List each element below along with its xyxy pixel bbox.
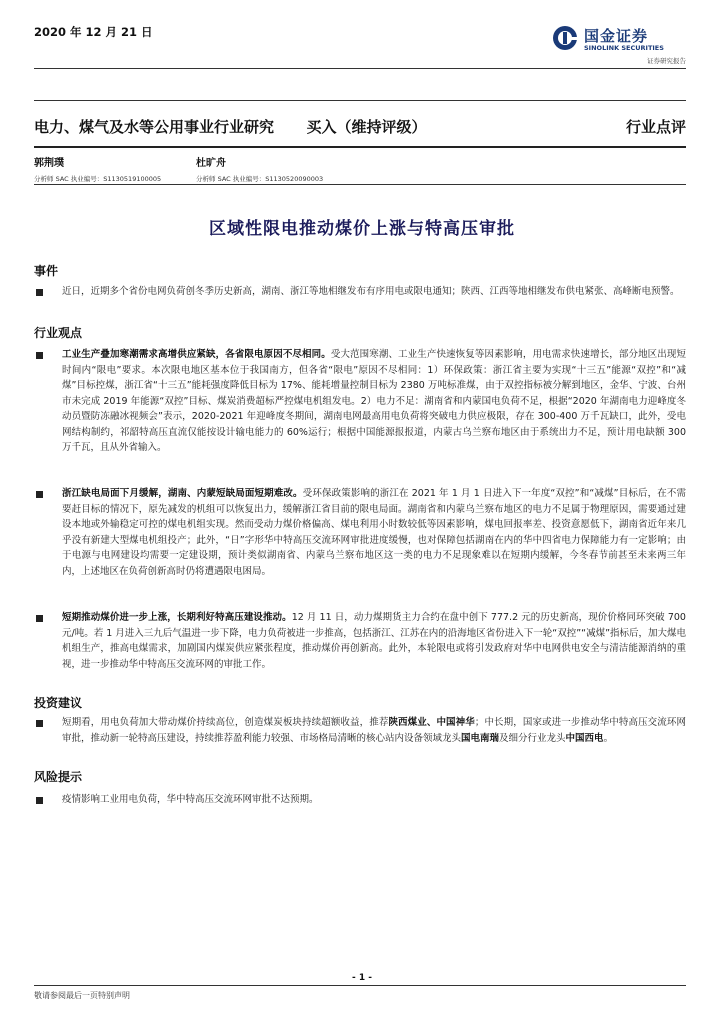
analyst-id: 分析师 SAC 执业编号：S1130520090003 (196, 175, 324, 183)
section-views-heading: 行业观点 (34, 326, 83, 340)
bullet-icon (36, 797, 43, 804)
advice-paragraph (62, 715, 686, 746)
report-category: 行业点评 (625, 118, 686, 136)
advice-text: ；中长期，国家或进一步推动华中特高压交流环网审批，推动新一轮特高压建设，持续推荐盈利能力较强、市场格局清晰的核心站内设备领域龙头 (62, 717, 686, 744)
industry-header (34, 116, 427, 137)
bullet-icon (36, 352, 43, 359)
advice-text: 及细分行业龙头 (499, 732, 566, 744)
brand-name-en: SINOLINK SECURITIES (584, 44, 664, 52)
view-lead-2: 浙江缺电局面下月缓解，湖南、内蒙短缺局面短期难改。 (62, 488, 303, 499)
section-advice-heading: 投资建议 (34, 696, 83, 710)
analyst-name: 杜旷舟 (196, 158, 226, 169)
view-text-2: 受环保政策影响的浙江在 2021 年 1 月 1 日进入下一年度“双控”和“减煤”目标后，在不需要赶目标的情况下，原先减发的机组可以恢复出力，缓解浙江省目前的限电局面。湖南省和内蒙乌兰察布地区的电力不足属于物理原因，需要通过建设本地或外输稳定可控的煤电机组实现。然而受动力煤价格偏高、煤电利用小时数较低等因素影响，煤电回报率差、投资意愿低下，湖南省近年来几乎没有新建大型煤电机组投产；此外，“日”字形华中特高压交流环网审批进度缓慢，也对保障包括湖南在内的华中四省电力保障能力有一定影响；由于电源与电网建设均需要一定建设期，预计类似湖南省、内蒙乌兰察布地区这一类的电力不足现象难以在短期内缓解，今冬春节前甚至未来两三年内，上述地区在负荷创新高时仍将遭遇限电困局。 (62, 488, 686, 577)
view-lead-1: 工业生产叠加寒潮需求高增供应紧缺，各省限电原因不尽相同。 (62, 349, 331, 360)
report-title: 区域性限电推动煤价上涨与特高压审批 (209, 219, 515, 239)
industry-title: 电力、煤气及水等公用事业行业研究 (34, 118, 275, 136)
brand-name-cn: 国金证券 (584, 27, 649, 45)
sinolink-logo-icon (552, 25, 578, 51)
analyst-id: 分析师 SAC 执业编号：S1130519100005 (34, 175, 162, 183)
view-paragraph-3 (62, 610, 686, 672)
view-text-3: 12 月 11 日，动力煤期货主力合约在盘中创下 777.2 元的历史新高，现价价格同环突破 700 元/吨。若 1 月进入三九后气温进一步下降，电力负荷被进一步推高，包括浙江、江苏在内的沿海地区省份进入下一轮“双控”“减煤”指标后，加大煤电机组生产，推高电煤需求，加剧国内煤炭供应紧张程度，推动煤价再创新高。此外，本轮限电或将引发政府对华中电网供电安全与清洁能源消纳的重视，进一步推动华中特高压交流环网的审批工作。 (62, 612, 686, 670)
view-text-1: 受大范围寒潮、工业生产快速恢复等因素影响，用电需求快速增长，部分地区出现短时间内“限电”要求。本次限电地区基本位于我国南方，但各省“限电”原因不尽相同：1）环保政策：浙江省主要为实现“十三五”能源“双控”和“减煤”目标控煤，浙江省“十三五”能耗强度降低目标为 17%、能耗增量控制目标为 2380 万吨标准煤，由于双控指标被分解到地区，金华、宁波、台州市未完成 2019 年能源“双控”目标、煤炭消费超标严控煤电机组发电。2）电力不足：湖南省和内蒙国电负荷不足，根据“2020 年湖南电力迎峰度冬动员暨防冻融冰视频会”表示，2020-2021 年迎峰度冬期间，湖南电网最高用电负荷将突破电力供应极限，存在 300-400 万千瓦缺口，此外，受电网结构制约，祁韶特高压直流仅能按设计输电能力的 60%运行；根据中国能源报报道，内蒙古乌兰察布地区由于系统出力不足，预计用电缺额 300 万千瓦，且从外省输入。 (62, 349, 686, 453)
section-event-heading: 事件 (34, 264, 59, 278)
view-paragraph-1 (62, 347, 686, 456)
advice-stock: 国电南瑞 (461, 732, 500, 744)
report-type: 证券研究报告 (647, 57, 686, 65)
header-divider-top (34, 68, 686, 69)
footer-divider (34, 985, 686, 986)
view-paragraph-2 (62, 486, 686, 579)
advice-stock: 中国西电 (565, 732, 604, 744)
report-date: 2020 年 12 月 21 日 (34, 25, 153, 39)
bullet-icon (36, 491, 43, 498)
rating: 买入（维持评级） (306, 118, 427, 136)
event-paragraph: 近日，近期多个省份电网负荷创冬季历史新高，湖南、浙江等地相继发布有序用电或限电通知；陕西、江西等地相继发布供电紧张、高峰断电预警。 (62, 286, 680, 297)
bullet-icon (36, 289, 43, 296)
advice-text: 。 (603, 732, 614, 744)
advice-text: 短期看，用电负荷加大带动煤价持续高位，创造煤炭板块持续超额收益，推荐 (62, 717, 389, 728)
analyst-2 (196, 154, 323, 183)
analyst-1 (34, 154, 161, 183)
risk-paragraph: 疫情影响工业用电负荷，华中特高压交流环网审批不达预期。 (62, 794, 319, 805)
page-number: - 1 - (352, 973, 372, 983)
analyst-name: 郭荆璞 (34, 158, 64, 169)
advice-stock: 陕西煤业、中国神华 (388, 717, 475, 728)
header-divider (34, 100, 686, 101)
header-rule (34, 146, 686, 148)
bullet-icon (36, 720, 43, 727)
section-risk-heading: 风险提示 (34, 770, 83, 784)
footer-disclaimer: 敬请参阅最后一页特别声明 (34, 991, 130, 1000)
analyst-divider (34, 184, 686, 185)
bullet-icon (36, 615, 43, 622)
view-lead-3: 短期推动煤价进一步上涨，长期利好特高压建设推动。 (62, 612, 292, 623)
